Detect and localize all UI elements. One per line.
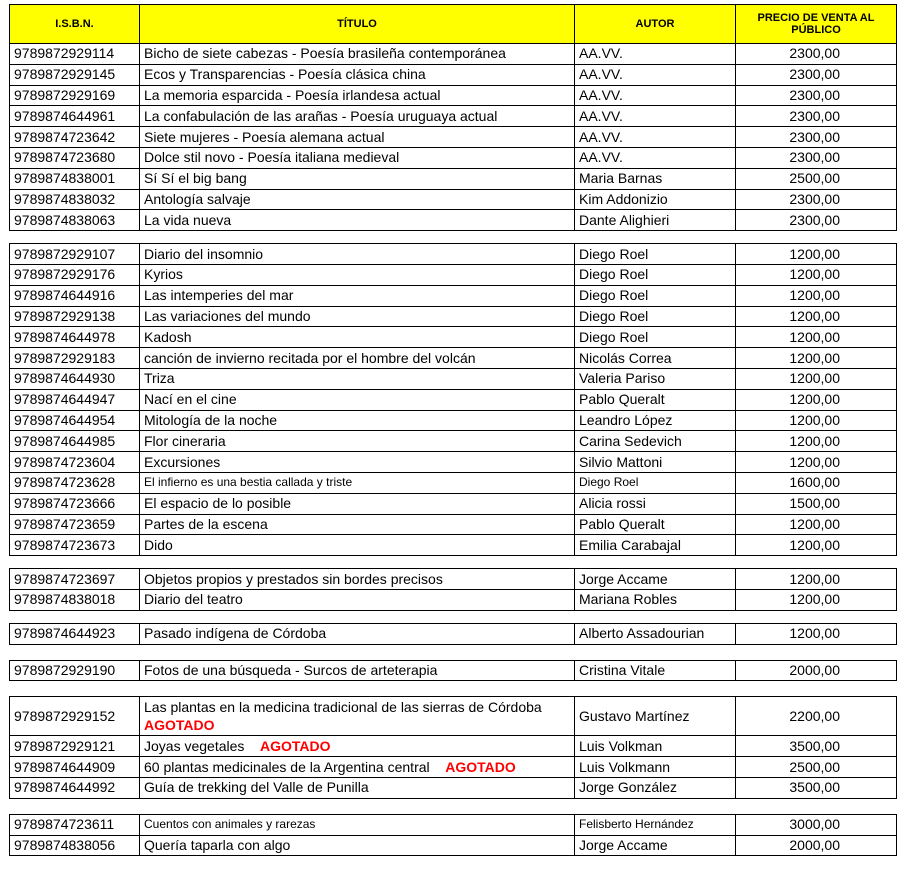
- table-row: [10, 431, 897, 452]
- title-text: Flor cineraria: [144, 432, 226, 449]
- isbn-cell: 9789874644992: [10, 777, 140, 798]
- title-cell: [140, 147, 575, 168]
- table-row: [10, 757, 897, 778]
- price-cell: 1200,00: [736, 514, 897, 535]
- table-row: [10, 410, 897, 431]
- table-row: [10, 493, 897, 514]
- title-text: 60 plantas medicinales de la Argentina central: [144, 758, 430, 775]
- title-cell: [140, 493, 575, 514]
- title-text: Nací en el cine: [144, 391, 237, 408]
- table-row: [10, 835, 897, 856]
- table-row: [10, 189, 897, 210]
- title-cell: [140, 535, 575, 556]
- title-cell: [140, 814, 575, 835]
- title-text: Las plantas en la medicina tradicional de las sierras de Córdoba: [144, 699, 542, 716]
- title-cell: [140, 736, 575, 757]
- author-cell: Carina Sedevich: [575, 431, 736, 452]
- title-text: El infierno es una bestia callada y triste: [144, 475, 353, 490]
- author-cell: Alicia rossi: [575, 493, 736, 514]
- title-text: Las intemperies del mar: [144, 287, 294, 304]
- isbn-cell: 9789872929107: [10, 244, 140, 265]
- author-cell: Diego Roel: [575, 306, 736, 327]
- title-text: Dido: [144, 536, 173, 553]
- title-cell: [140, 431, 575, 452]
- title-text: Mitología de la noche: [144, 411, 278, 428]
- group-spacer: [10, 556, 897, 569]
- price-cell: 1600,00: [736, 472, 897, 493]
- price-cell: 1200,00: [736, 389, 897, 410]
- author-cell: Emilia Carabajal: [575, 535, 736, 556]
- author-cell: Alberto Assadourian: [575, 623, 736, 644]
- table-row: [10, 168, 897, 189]
- title-text: Quería taparla con algo: [144, 836, 291, 853]
- price-cell: 2500,00: [736, 757, 897, 778]
- isbn-cell: 9789874644909: [10, 757, 140, 778]
- price-cell: 2300,00: [736, 147, 897, 168]
- agotado-badge: AGOTADO: [144, 717, 215, 734]
- isbn-cell: 9789872929145: [10, 64, 140, 85]
- table-row: [10, 514, 897, 535]
- header-row: [10, 5, 897, 44]
- title-cell: [140, 623, 575, 644]
- price-cell: 2300,00: [736, 210, 897, 231]
- title-text: Las variaciones del mundo: [144, 307, 311, 324]
- price-cell: 3000,00: [736, 814, 897, 835]
- title-cell: [140, 835, 575, 856]
- table-row: [10, 348, 897, 369]
- author-cell: Cristina Vitale: [575, 660, 736, 681]
- author-cell: Dante Alighieri: [575, 210, 736, 231]
- title-text: La confabulación de las arañas - Poesía uruguaya actual: [144, 107, 498, 124]
- author-cell: Valeria Pariso: [575, 368, 736, 389]
- price-cell: 3500,00: [736, 777, 897, 798]
- title-text: Bicho de siete cabezas - Poesía brasileña contemporánea: [144, 45, 506, 62]
- author-cell: Felisberto Hernández: [575, 814, 736, 835]
- table-row: [10, 106, 897, 127]
- book-price-table: [9, 4, 897, 856]
- isbn-cell: 9789874723611: [10, 814, 140, 835]
- table-row: [10, 244, 897, 265]
- table-body: [10, 44, 897, 856]
- title-cell: [140, 757, 575, 778]
- author-cell: Diego Roel: [575, 264, 736, 285]
- title-text: Pasado indígena de Córdoba: [144, 625, 327, 642]
- author-cell: Pablo Queralt: [575, 514, 736, 535]
- isbn-cell: 9789874723659: [10, 514, 140, 535]
- header-titulo: TÍTULO: [140, 5, 575, 44]
- isbn-cell: 9789872929138: [10, 306, 140, 327]
- isbn-cell: 9789874838001: [10, 168, 140, 189]
- price-cell: 2300,00: [736, 189, 897, 210]
- title-text: Siete mujeres - Poesía alemana actual: [144, 128, 385, 145]
- price-cell: 1200,00: [736, 306, 897, 327]
- title-text: Diario del teatro: [144, 591, 243, 608]
- title-cell: [140, 306, 575, 327]
- title-cell: [140, 472, 575, 493]
- title-cell: [140, 697, 575, 736]
- price-cell: 2300,00: [736, 44, 897, 65]
- author-cell: Kim Addonizio: [575, 189, 736, 210]
- price-cell: 2500,00: [736, 168, 897, 189]
- author-cell: Nicolás Correa: [575, 348, 736, 369]
- price-cell: 2300,00: [736, 127, 897, 148]
- title-cell: [140, 244, 575, 265]
- isbn-cell: 9789874644947: [10, 389, 140, 410]
- price-cell: 2200,00: [736, 697, 897, 736]
- price-cell: 1200,00: [736, 285, 897, 306]
- header-isbn: I.S.B.N.: [10, 5, 140, 44]
- isbn-cell: 9789874838056: [10, 835, 140, 856]
- table-row: [10, 736, 897, 757]
- author-cell: AA.VV.: [575, 106, 736, 127]
- author-cell: Pablo Queralt: [575, 389, 736, 410]
- isbn-cell: 9789872929176: [10, 264, 140, 285]
- table-row: [10, 285, 897, 306]
- author-cell: Leandro López: [575, 410, 736, 431]
- title-cell: [140, 777, 575, 798]
- price-cell: 3500,00: [736, 736, 897, 757]
- price-cell: 2000,00: [736, 660, 897, 681]
- author-cell: AA.VV.: [575, 64, 736, 85]
- price-cell: 2000,00: [736, 835, 897, 856]
- table-row: [10, 327, 897, 348]
- table-row: [10, 127, 897, 148]
- table-row: [10, 306, 897, 327]
- title-text: Triza: [144, 370, 175, 387]
- title-text: Cuentos con animales y rarezas: [144, 817, 316, 832]
- table-row: [10, 389, 897, 410]
- author-cell: Silvio Mattoni: [575, 452, 736, 473]
- title-text: canción de invierno recitada por el hombre del volcán: [144, 349, 476, 366]
- price-cell: 1500,00: [736, 493, 897, 514]
- table-row: [10, 660, 897, 681]
- author-cell: Mariana Robles: [575, 589, 736, 610]
- title-cell: [140, 589, 575, 610]
- price-list-sheet: [9, 4, 896, 856]
- title-cell: [140, 127, 575, 148]
- title-cell: [140, 368, 575, 389]
- spacer-cell: [10, 610, 897, 623]
- table-row: [10, 472, 897, 493]
- isbn-cell: 9789874644978: [10, 327, 140, 348]
- author-cell: Jorge Accame: [575, 835, 736, 856]
- price-cell: 1200,00: [736, 431, 897, 452]
- table-row: [10, 777, 897, 798]
- author-cell: Diego Roel: [575, 327, 736, 348]
- title-text: Antología salvaje: [144, 190, 251, 207]
- table-row: [10, 85, 897, 106]
- price-cell: 1200,00: [736, 569, 897, 590]
- isbn-cell: 9789874838032: [10, 189, 140, 210]
- title-cell: [140, 410, 575, 431]
- isbn-cell: 9789872929114: [10, 44, 140, 65]
- isbn-cell: 9789874644916: [10, 285, 140, 306]
- group-spacer: [10, 610, 897, 623]
- title-cell: [140, 327, 575, 348]
- isbn-cell: 9789874644930: [10, 368, 140, 389]
- author-cell: AA.VV.: [575, 44, 736, 65]
- title-cell: [140, 189, 575, 210]
- title-cell: [140, 569, 575, 590]
- price-cell: 1200,00: [736, 348, 897, 369]
- price-cell: 1200,00: [736, 410, 897, 431]
- title-text: La memoria esparcida - Poesía irlandesa actual: [144, 86, 441, 103]
- spacer-cell: [10, 231, 897, 244]
- isbn-cell: 9789874723673: [10, 535, 140, 556]
- isbn-cell: 9789872929121: [10, 736, 140, 757]
- table-row: [10, 147, 897, 168]
- title-cell: [140, 264, 575, 285]
- price-cell: 1200,00: [736, 327, 897, 348]
- title-text: Dolce stil novo - Poesía italiana medieval: [144, 149, 400, 166]
- table-row: [10, 569, 897, 590]
- title-text: Kyrios: [144, 266, 183, 283]
- table-row: [10, 44, 897, 65]
- author-cell: Luis Volkmann: [575, 757, 736, 778]
- title-text: Guía de trekking del Valle de Punilla: [144, 779, 369, 796]
- group-spacer: [10, 231, 897, 244]
- table-row: [10, 452, 897, 473]
- title-text: El espacio de lo posible: [144, 495, 292, 512]
- title-cell: [140, 514, 575, 535]
- header-autor: AUTOR: [575, 5, 736, 44]
- title-text: Objetos propios y prestados sin bordes precisos: [144, 570, 443, 587]
- author-cell: AA.VV.: [575, 127, 736, 148]
- author-cell: Jorge González: [575, 777, 736, 798]
- title-text: Excursiones: [144, 453, 221, 470]
- price-cell: 2300,00: [736, 106, 897, 127]
- group-spacer: [10, 681, 897, 697]
- author-cell: Maria Barnas: [575, 168, 736, 189]
- author-cell: AA.VV.: [575, 147, 736, 168]
- title-cell: [140, 44, 575, 65]
- title-cell: [140, 452, 575, 473]
- isbn-cell: 9789874723642: [10, 127, 140, 148]
- table-row: [10, 697, 897, 736]
- price-cell: 1200,00: [736, 264, 897, 285]
- price-cell: 2300,00: [736, 85, 897, 106]
- title-text: Joyas vegetales: [144, 737, 245, 754]
- table-row: [10, 535, 897, 556]
- isbn-cell: 9789872929190: [10, 660, 140, 681]
- price-cell: 1200,00: [736, 452, 897, 473]
- title-text: Ecos y Transparencias - Poesía clásica china: [144, 66, 426, 83]
- title-cell: [140, 348, 575, 369]
- author-cell: Gustavo Martínez: [575, 697, 736, 736]
- author-cell: Luis Volkman: [575, 736, 736, 757]
- isbn-cell: 9789874644923: [10, 623, 140, 644]
- header-precio: PRECIO DE VENTA AL PÚBLICO: [736, 5, 897, 44]
- title-cell: [140, 210, 575, 231]
- isbn-cell: 9789874723680: [10, 147, 140, 168]
- price-cell: 1200,00: [736, 244, 897, 265]
- author-cell: Jorge Accame: [575, 569, 736, 590]
- author-cell: Diego Roel: [575, 472, 736, 493]
- table-row: [10, 210, 897, 231]
- title-cell: [140, 168, 575, 189]
- title-text: Kadosh: [144, 328, 192, 345]
- table-row: [10, 64, 897, 85]
- isbn-cell: 9789872929152: [10, 697, 140, 736]
- author-cell: AA.VV.: [575, 85, 736, 106]
- author-cell: Diego Roel: [575, 244, 736, 265]
- isbn-cell: 9789874644954: [10, 410, 140, 431]
- title-cell: [140, 285, 575, 306]
- price-cell: 1200,00: [736, 535, 897, 556]
- agotado-badge: AGOTADO: [259, 737, 331, 754]
- title-cell: [140, 660, 575, 681]
- title-text: Partes de la escena: [144, 515, 268, 532]
- table-row: [10, 589, 897, 610]
- title-text: Diario del insomnio: [144, 245, 264, 262]
- table-row: [10, 264, 897, 285]
- isbn-cell: 9789874723628: [10, 472, 140, 493]
- isbn-cell: 9789874644985: [10, 431, 140, 452]
- price-cell: 1200,00: [736, 623, 897, 644]
- agotado-badge: AGOTADO: [445, 758, 516, 775]
- price-cell: 2300,00: [736, 64, 897, 85]
- spacer-cell: [10, 644, 897, 660]
- isbn-cell: 9789874644961: [10, 106, 140, 127]
- price-cell: 1200,00: [736, 368, 897, 389]
- author-cell: Diego Roel: [575, 285, 736, 306]
- isbn-cell: 9789874723697: [10, 569, 140, 590]
- isbn-cell: 9789874838018: [10, 589, 140, 610]
- isbn-cell: 9789874723604: [10, 452, 140, 473]
- title-cell: [140, 389, 575, 410]
- isbn-cell: 9789872929183: [10, 348, 140, 369]
- isbn-cell: 9789874838063: [10, 210, 140, 231]
- isbn-cell: 9789874723666: [10, 493, 140, 514]
- title-cell: [140, 64, 575, 85]
- price-cell: 1200,00: [736, 589, 897, 610]
- title-text: Fotos de una búsqueda - Surcos de arteterapia: [144, 661, 438, 678]
- group-spacer: [10, 798, 897, 814]
- table-row: [10, 814, 897, 835]
- table-row: [10, 623, 897, 644]
- title-cell: [140, 106, 575, 127]
- title-text: Sí Sí el big bang: [144, 170, 247, 187]
- isbn-cell: 9789872929169: [10, 85, 140, 106]
- table-row: [10, 368, 897, 389]
- title-text: La vida nueva: [144, 211, 232, 228]
- spacer-cell: [10, 798, 897, 814]
- title-cell: [140, 85, 575, 106]
- group-spacer: [10, 644, 897, 660]
- spacer-cell: [10, 556, 897, 569]
- spacer-cell: [10, 681, 897, 697]
